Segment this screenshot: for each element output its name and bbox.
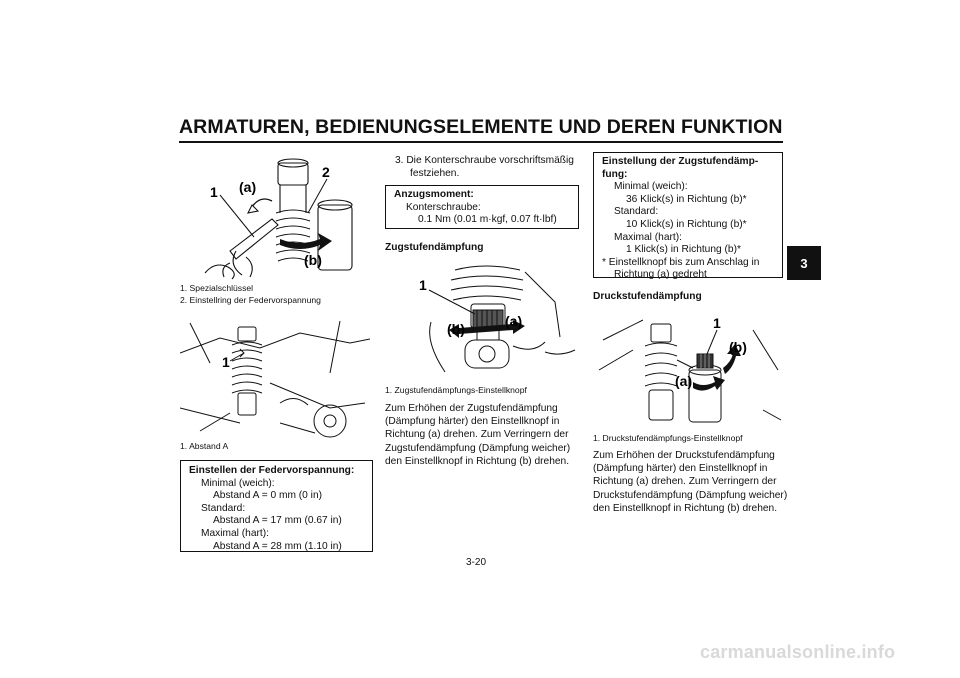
figure1-caption-1: 1. Spezialschlüssel (180, 283, 254, 293)
page-title: ARMATUREN, BEDIENUNGSELEMENTE UND DEREN FUNKTION (179, 116, 783, 138)
figure4-label-b: (b) (729, 339, 747, 355)
torque-box-line-1: Konterschraube: (406, 201, 481, 213)
figure3-label-a: (a) (505, 313, 523, 329)
compression-text-line: den Einstellknopf in Richtung (b) drehen. (593, 502, 778, 514)
compression-text-line: Richtung (a) drehen. Zum Verringern der (593, 476, 777, 488)
rebound-box-heading-2: fung: (602, 168, 628, 180)
spring-box-line: Abstand A = 28 mm (1.10 in) (213, 540, 342, 552)
rebound-box-heading-1: Einstellung der Zugstufendämp- (602, 156, 759, 167)
spring-box-line: Minimal (weich): (201, 477, 275, 489)
chapter-tab: 3 (787, 246, 821, 280)
watermark[interactable]: carmanualsonline.info (700, 642, 896, 662)
figure4-label-a: (a) (675, 373, 693, 389)
compression-description (593, 449, 793, 515)
figure2-label-1: 1 (222, 354, 230, 370)
figure1-label-a: (a) (239, 179, 257, 195)
rebound-text-line: Richtung (a) drehen. Zum Verringern der (385, 429, 569, 441)
figure4-label-1: 1 (713, 315, 721, 331)
figure-rebound-illustration (385, 262, 580, 382)
rebound-text-line: den Einstellknopf in Richtung (b) drehen. (385, 455, 570, 467)
page-number: 3-20 (466, 557, 487, 568)
figure-compression-illustration (593, 310, 783, 428)
figure3-label-b: (b) (447, 321, 465, 337)
spring-box-line: Standard: (201, 502, 246, 514)
spring-preload-box (180, 460, 373, 552)
figure1-label-b: (b) (304, 252, 322, 268)
figure3-label-1: 1 (419, 277, 427, 293)
torque-box-line-2: 0.1 Nm (0.01 m·kgf, 0.07 ft·lbf) (418, 214, 557, 226)
rebound-text-line: (Dämpfung härter) den Einstellknopf in (385, 416, 560, 428)
compression-heading: Druckstufendämpfung (593, 291, 702, 302)
figure1-label-1: 1 (210, 184, 218, 200)
rebound-box-line: 1 Klick(s) in Richtung (b)* (626, 244, 741, 256)
figure3-caption: 1. Zugstufendämpfungs-Einstellknopf (385, 385, 527, 395)
rebound-box-line: 10 Klick(s) in Richtung (b)* (626, 218, 747, 230)
header-rule (179, 141, 783, 143)
figure1-caption-2: 2. Einstellring der Federvorspannung (180, 295, 321, 305)
rebound-text-line: Zum Erhöhen der Zugstufendämpfung (385, 403, 558, 414)
rebound-box-line: Standard: (614, 206, 659, 218)
rebound-description (385, 402, 585, 468)
spring-box-line: Abstand A = 0 mm (0 in) (213, 490, 323, 502)
spring-box-heading: Einstellen der Federvorspannung: (189, 465, 355, 476)
rebound-heading: Zugstufendämpfung (385, 242, 484, 253)
rebound-box-line: 36 Klick(s) in Richtung (b)* (626, 193, 747, 205)
rebound-box-footnote-2: Richtung (a) gedreht (614, 269, 707, 281)
step-3-line-2: festziehen. (410, 168, 460, 179)
torque-box (385, 185, 579, 229)
torque-box-heading: Anzugsmoment: (394, 189, 474, 200)
figure-wrench-illustration (180, 155, 370, 280)
figure1-label-2: 2 (322, 164, 330, 180)
rebound-text-line: Zugstufendämpfung (Dämpfung weicher) (385, 442, 571, 454)
rebound-box-footnote: * Einstellknopf bis zum Anschlag in (602, 256, 760, 268)
compression-text-line: Druckstufendämpfung (Dämpfung weicher) (593, 489, 788, 501)
step-3-line-1: 3. Die Konterschraube vorschriftsmäßig (395, 155, 574, 166)
rebound-box-line: Minimal (weich): (614, 181, 688, 193)
compression-text-line: Zum Erhöhen der Druckstufendämpfung (593, 450, 775, 461)
figure2-caption: 1. Abstand A (180, 441, 229, 451)
compression-text-line: (Dämpfung härter) den Einstellknopf in (593, 463, 768, 475)
rebound-box-line: Maximal (hart): (614, 231, 682, 243)
figure-distance-illustration (180, 313, 370, 438)
spring-box-line: Maximal (hart): (201, 527, 269, 539)
spring-box-line: Abstand A = 17 mm (0.67 in) (213, 515, 342, 527)
rebound-settings-box (593, 152, 783, 281)
figure4-caption: 1. Druckstufendämpfungs-Einstellknopf (593, 433, 743, 443)
